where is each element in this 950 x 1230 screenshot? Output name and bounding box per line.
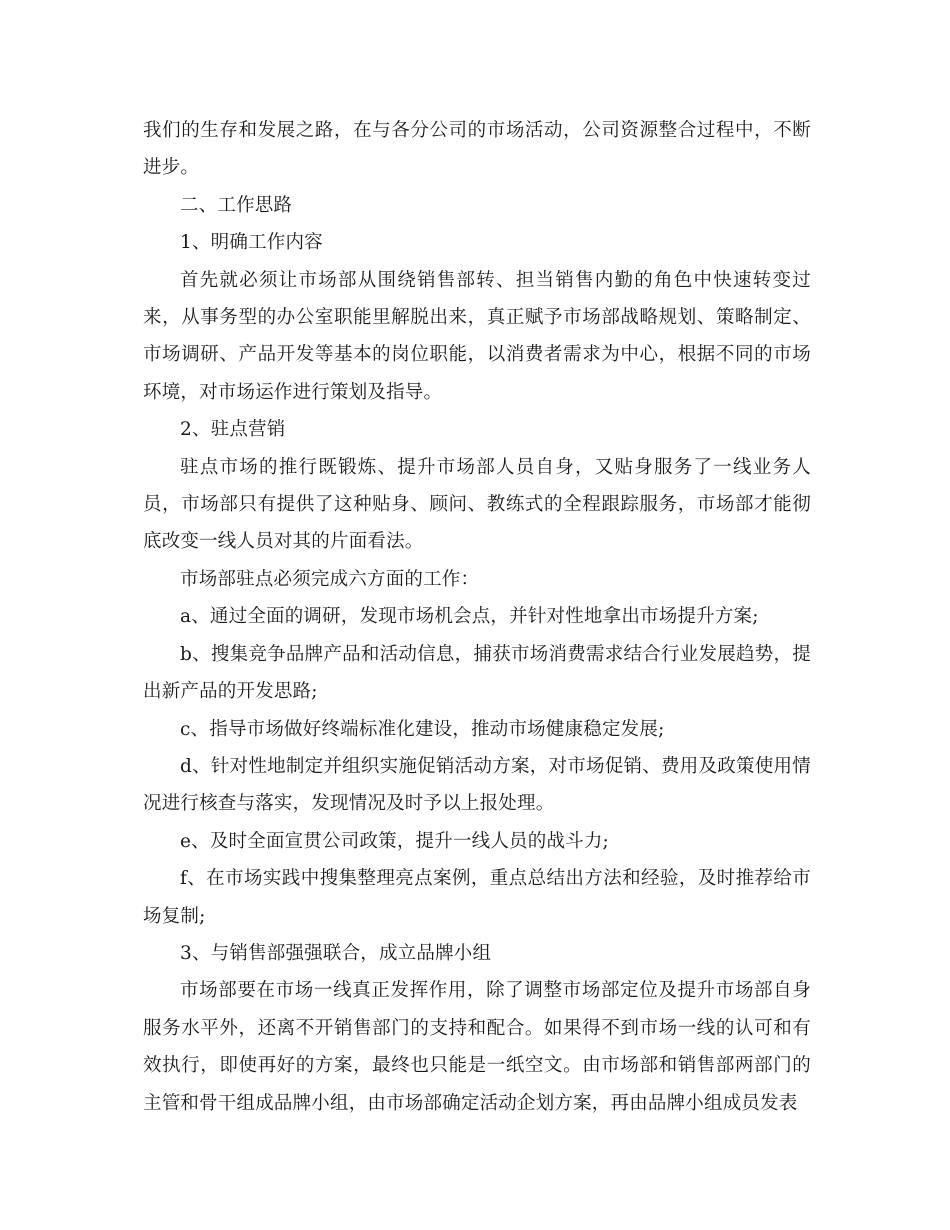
paragraph-continuation: 我们的生存和发展之路，在与各分公司的市场活动，公司资源整合过程中，不断进步。 (143, 120, 811, 179)
paragraph-brand-team: 市场部要在市场一线真正发挥作用，除了调整市场部定位及提升市场部自身服务水平外，还离不开销售部门的支持和配合。如果得不到市场一线的认可和有效执行，即使再好的方案，最终也只能是一纸空文。由市场部和销售部两部门的主管和骨干组成品牌小组，由市场部确定活动企划方案，再由品牌小组成员发表 (143, 980, 811, 1114)
paragraph-onsite-marketing: 驻点市场的推行既锻炼、提升市场部人员自身，又贴身服务了一线业务人员，市场部只有提供了这种贴身、顾问、教练式的全程跟踪服务，市场部才能彻底改变一线人员对其的片面看法。 (143, 456, 811, 553)
section-heading-work-ideas: 二、工作思路 (180, 194, 293, 216)
list-item-a: a、通过全面的调研，发现市场机会点，并针对性地拿出市场提升方案; (180, 606, 759, 628)
subheading-onsite-marketing: 2、驻点营销 (180, 419, 286, 441)
document-body (143, 112, 811, 1122)
list-item-b: b、搜集竞争品牌产品和活动信息，捕获市场消费需求结合行业发展趋势，提出新产品的开发思路; (143, 643, 811, 703)
list-item-d: d、针对性地制定并组织实施促销活动方案，对市场促销、费用及政策使用情况进行核查与落实，发现情况及时予以上报处理。 (143, 755, 811, 815)
subheading-work-content: 1、明确工作内容 (180, 232, 323, 254)
list-item-c: c、指导市场做好终端标准化建设，推动市场健康稳定发展; (180, 718, 665, 740)
paragraph-work-content: 首先就必须让市场部从围绕销售部转、担当销售内勤的角色中快速转变过来，从事务型的办公室职能里解脱出来，真正赋予市场部战略规划、策略制定、市场调研、产品开发等基本的岗位职能，以消费者需求为中心，根据不同的市场环境，对市场运作进行策划及指导。 (143, 269, 811, 403)
paragraph-six-tasks-intro: 市场部驻点必须完成六方面的工作： (180, 568, 480, 590)
subheading-brand-team: 3、与销售部强强联合，成立品牌小组 (180, 942, 492, 964)
list-item-e: e、及时全面宣贯公司政策，提升一线人员的战斗力; (180, 830, 609, 852)
list-item-f: f、在市场实践中搜集整理亮点案例，重点总结出方法和经验，及时推荐给市场复制; (143, 868, 811, 927)
